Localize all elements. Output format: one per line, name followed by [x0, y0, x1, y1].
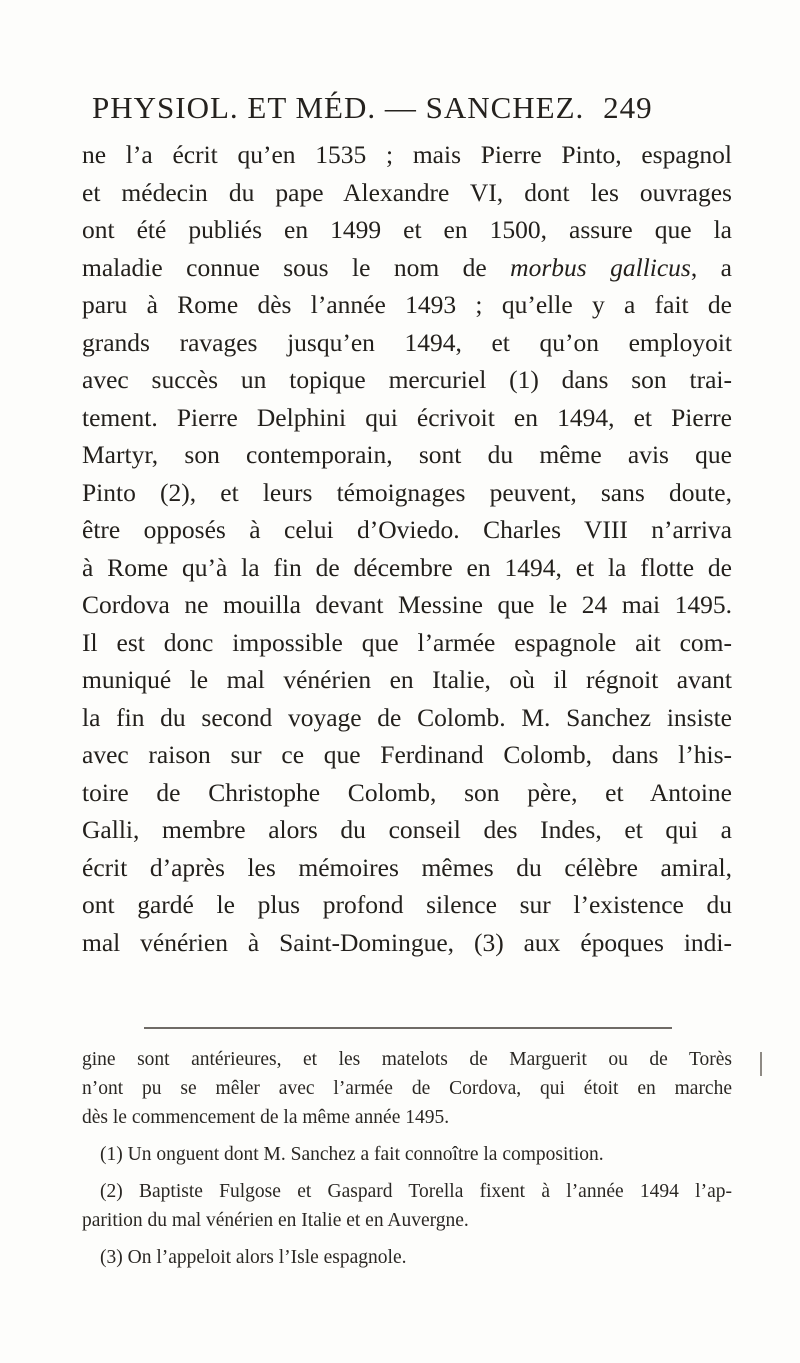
- footnote-continuation-line: dès le commencement de la même année 1495.: [82, 1107, 450, 1128]
- body-line: avec raison sur ce que Ferdinand Colomb, dans l’his-: [82, 740, 732, 769]
- latin-term: morbus gallicus: [510, 252, 691, 282]
- body-line: ne l’a écrit qu’en 1535 ; mais Pierre Pinto, espagnol: [82, 140, 732, 169]
- body-line: la fin du second voyage de Colomb. M. Sanchez insiste: [82, 702, 732, 732]
- body-line: mal vénérien à Saint-Domingue, (3) aux époques indi-: [82, 927, 732, 957]
- footnote-2: (2) Baptiste Fulgose et Gaspard Torella fixent à l’année 1494 l’ap-: [100, 1181, 732, 1202]
- footnote-3: (3) On l’appeloit alors l’Isle espagnole.: [100, 1247, 407, 1268]
- body-line: toire de Christophe Colomb, son père, et Antoine: [82, 777, 732, 807]
- body-line: muniqué le mal vénérien en Italie, où il régnoit avant: [82, 665, 732, 694]
- main-text: [82, 136, 732, 961]
- body-line: Pinto (2), et leurs témoignages peuvent, sans doute,: [82, 477, 732, 507]
- footnote-separator: [144, 1027, 672, 1029]
- body-line: Galli, membre alors du conseil des Indes, et qui a: [82, 815, 732, 844]
- body-line: être opposés à celui d’Oviedo. Charles VIII n’arriva: [82, 515, 732, 544]
- body-line: écrit d’après les mémoires mêmes du célèbre amiral,: [82, 852, 732, 882]
- footnotes: [82, 1045, 732, 1272]
- body-line: ont été publiés en 1499 et en 1500, assure que la: [82, 215, 732, 244]
- running-head-title: PHYSIOL. ET MÉD. — SANCHEZ.: [92, 90, 585, 125]
- body-line: ont gardé le plus profond silence sur l’existence du: [82, 890, 732, 919]
- body-line: Cordova ne mouilla devant Messine que le 24 mai 1495.: [82, 590, 732, 619]
- page-number: 249: [603, 90, 653, 125]
- footnote-2-continuation: parition du mal vénérien en Italie et en Auvergne.: [82, 1210, 469, 1231]
- body-line: avec succès un topique mercuriel (1) dans son trai-: [82, 365, 732, 394]
- body-line-text: , a: [690, 252, 732, 282]
- margin-mark: [760, 1052, 762, 1076]
- body-line: Il est donc impossible que l’armée espagnole ait com-: [82, 627, 732, 657]
- body-line-text: maladie connue sous le nom de: [82, 252, 511, 282]
- body-line: tement. Pierre Delphini qui écrivoit en 1494, et Pierre: [82, 402, 732, 432]
- running-head: [92, 90, 732, 126]
- body-line: grands ravages jusqu’en 1494, et qu’on employoit: [82, 327, 732, 357]
- footnote-continuation-line: n’ont pu se mêler avec l’armée de Cordova, qui étoit en marche: [82, 1078, 732, 1099]
- body-line: Martyr, son contemporain, sont du même avis que: [82, 440, 732, 469]
- footnote-1: (1) Un onguent dont M. Sanchez a fait connoître la composition.: [100, 1144, 604, 1165]
- body-line: à Rome qu’à la fin de décembre en 1494, et la flotte de: [82, 552, 732, 582]
- footnote-continuation-line: gine sont antérieures, et les matelots de Marguerit ou de Torès: [82, 1049, 732, 1070]
- body-line: paru à Rome dès l’année 1493 ; qu’elle y a fait de: [82, 290, 732, 319]
- body-line: [82, 249, 732, 287]
- body-line: et médecin du pape Alexandre VI, dont les ouvrages: [82, 177, 732, 207]
